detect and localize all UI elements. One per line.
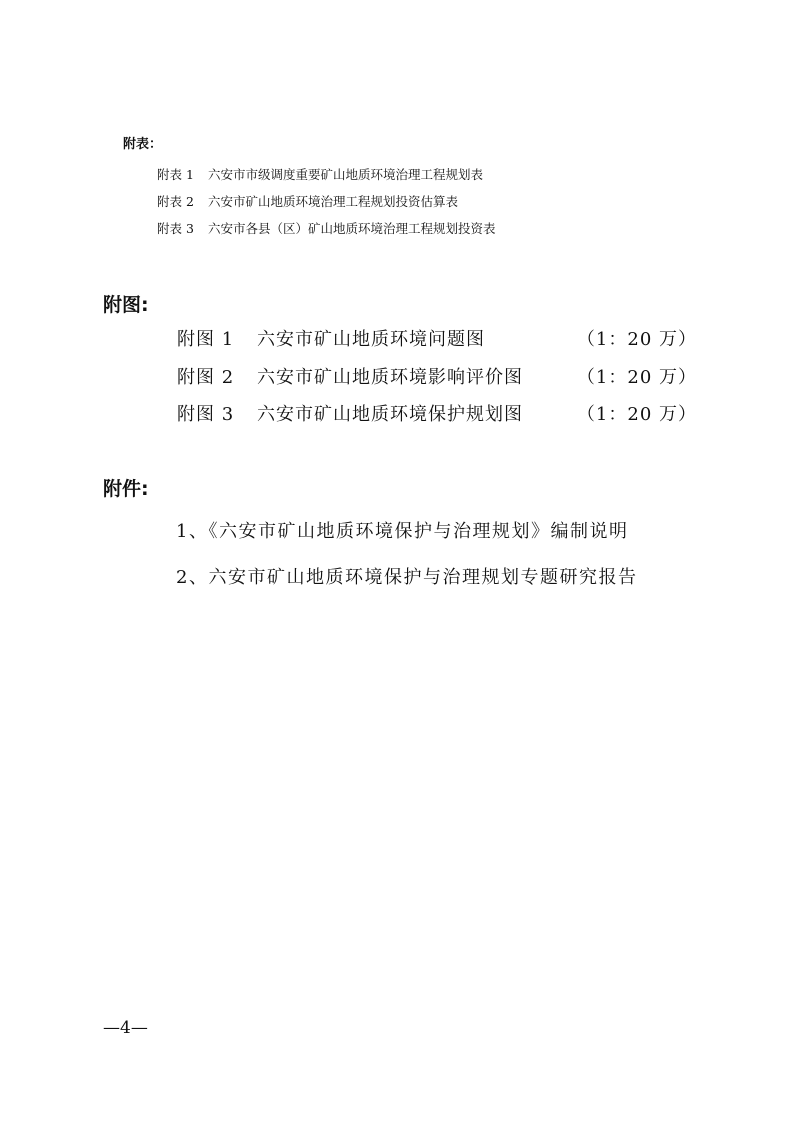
appendix-figure-title: 六安市矿山地质环境影响评价图 xyxy=(257,367,523,388)
appendix-tables-heading: 附表： xyxy=(123,137,163,152)
appendix-figure-item xyxy=(177,363,697,389)
attachment-item: 1、《六安市矿山地质环境保护与治理规划》编制说明 xyxy=(176,521,629,542)
appendix-figure-number: 附图 3 xyxy=(177,404,235,425)
appendix-figure-scale: （1：20 万） xyxy=(576,329,697,350)
appendix-figure-scale: （1：20 万） xyxy=(576,367,697,388)
appendix-table-item xyxy=(157,165,483,183)
appendix-figures-heading: 附图: xyxy=(103,294,149,316)
appendix-figure-number: 附图 1 xyxy=(177,329,235,350)
appendix-figure-number: 附图 2 xyxy=(177,367,235,388)
appendix-table-title: 六安市矿山地质环境治理工程规划投资估算表 xyxy=(208,194,459,209)
appendix-figure-title: 六安市矿山地质环境问题图 xyxy=(257,329,485,350)
appendix-table-title: 六安市市级调度重要矿山地质环境治理工程规划表 xyxy=(208,167,484,182)
appendix-table-item xyxy=(157,219,496,237)
appendix-table-number: 附表 2 xyxy=(157,194,194,209)
appendix-figure-item xyxy=(177,325,697,351)
attachments-heading: 附件: xyxy=(103,478,149,500)
appendix-table-number: 附表 1 xyxy=(157,167,194,182)
appendix-table-number: 附表 3 xyxy=(157,221,194,236)
appendix-figure-item xyxy=(177,400,697,426)
appendix-table-title: 六安市各县（区）矿山地质环境治理工程规划投资表 xyxy=(208,221,496,236)
appendix-table-item xyxy=(157,192,458,210)
appendix-figure-title: 六安市矿山地质环境保护规划图 xyxy=(257,404,523,425)
appendix-figure-scale: （1：20 万） xyxy=(576,404,697,425)
page-number: —4— xyxy=(103,1018,148,1038)
attachment-item: 2、六安市矿山地质环境保护与治理规划专题研究报告 xyxy=(176,567,638,588)
